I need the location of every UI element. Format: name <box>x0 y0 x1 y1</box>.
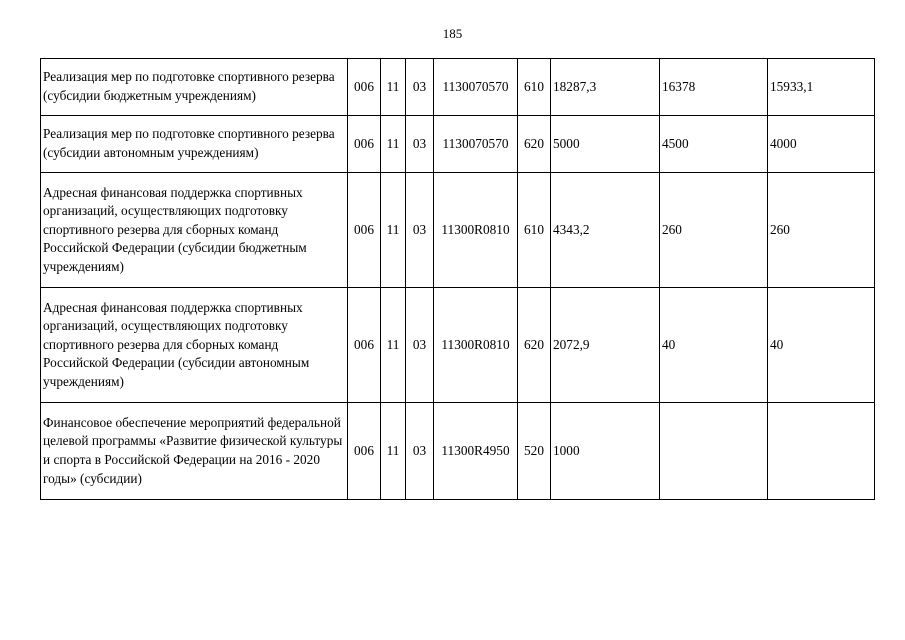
amount-year-2 <box>660 403 768 500</box>
amount-year-3: 4000 <box>768 116 875 173</box>
amount-year-1: 5000 <box>551 116 660 173</box>
expense-name: Реализация мер по подготовке спортивного резерва (субсидии автономным учреждениям) <box>41 116 348 173</box>
table-row <box>41 403 875 500</box>
target-article-code: 11300R0810 <box>434 173 518 288</box>
amount-year-3: 260 <box>768 173 875 288</box>
amount-year-3 <box>768 403 875 500</box>
amount-year-1: 1000 <box>551 403 660 500</box>
amount-year-1: 18287,3 <box>551 59 660 116</box>
subsection-code: 03 <box>406 59 434 116</box>
subsection-code: 03 <box>406 173 434 288</box>
amount-year-2: 40 <box>660 288 768 403</box>
table-row <box>41 288 875 403</box>
table-row <box>41 173 875 288</box>
expense-name: Адресная финансовая поддержка спортивных организаций, осуществляющих подготовку спортивного резерва для сборных команд Российской Федерации (субсидии автономным учреждениям) <box>41 288 348 403</box>
section-code: 11 <box>381 116 406 173</box>
expense-name: Финансовое обеспечение мероприятий федеральной целевой программы «Развитие физической культуры и спорта в Российской Федерации на 2016 - 2020 годы» (субсидии) <box>41 403 348 500</box>
target-article-code: 1130070570 <box>434 116 518 173</box>
target-article-code: 1130070570 <box>434 59 518 116</box>
section-code: 11 <box>381 59 406 116</box>
amount-year-2: 16378 <box>660 59 768 116</box>
table-row <box>41 116 875 173</box>
section-code: 11 <box>381 288 406 403</box>
table-row <box>41 59 875 116</box>
target-article-code: 11300R4950 <box>434 403 518 500</box>
page-number: 185 <box>442 26 463 41</box>
section-code: 11 <box>381 403 406 500</box>
expense-type-code: 620 <box>518 116 551 173</box>
amount-year-1: 2072,9 <box>551 288 660 403</box>
amount-year-1: 4343,2 <box>551 173 660 288</box>
target-article-code: 11300R0810 <box>434 288 518 403</box>
subsection-code: 03 <box>406 288 434 403</box>
ministry-code: 006 <box>348 59 381 116</box>
subsection-code: 03 <box>406 403 434 500</box>
expense-type-code: 610 <box>518 59 551 116</box>
expense-name: Адресная финансовая поддержка спортивных организаций, осуществляющих подготовку спортивного резерва для сборных команд Российской Федерации (субсидии бюджетным учреждениям) <box>41 173 348 288</box>
expense-type-code: 520 <box>518 403 551 500</box>
budget-table <box>40 58 875 500</box>
subsection-code: 03 <box>406 116 434 173</box>
ministry-code: 006 <box>348 173 381 288</box>
ministry-code: 006 <box>348 116 381 173</box>
ministry-code: 006 <box>348 403 381 500</box>
section-code: 11 <box>381 173 406 288</box>
ministry-code: 006 <box>348 288 381 403</box>
amount-year-2: 260 <box>660 173 768 288</box>
amount-year-3: 40 <box>768 288 875 403</box>
expense-type-code: 620 <box>518 288 551 403</box>
expense-name: Реализация мер по подготовке спортивного резерва (субсидии бюджетным учреждениям) <box>41 59 348 116</box>
expense-type-code: 610 <box>518 173 551 288</box>
amount-year-3: 15933,1 <box>768 59 875 116</box>
amount-year-2: 4500 <box>660 116 768 173</box>
